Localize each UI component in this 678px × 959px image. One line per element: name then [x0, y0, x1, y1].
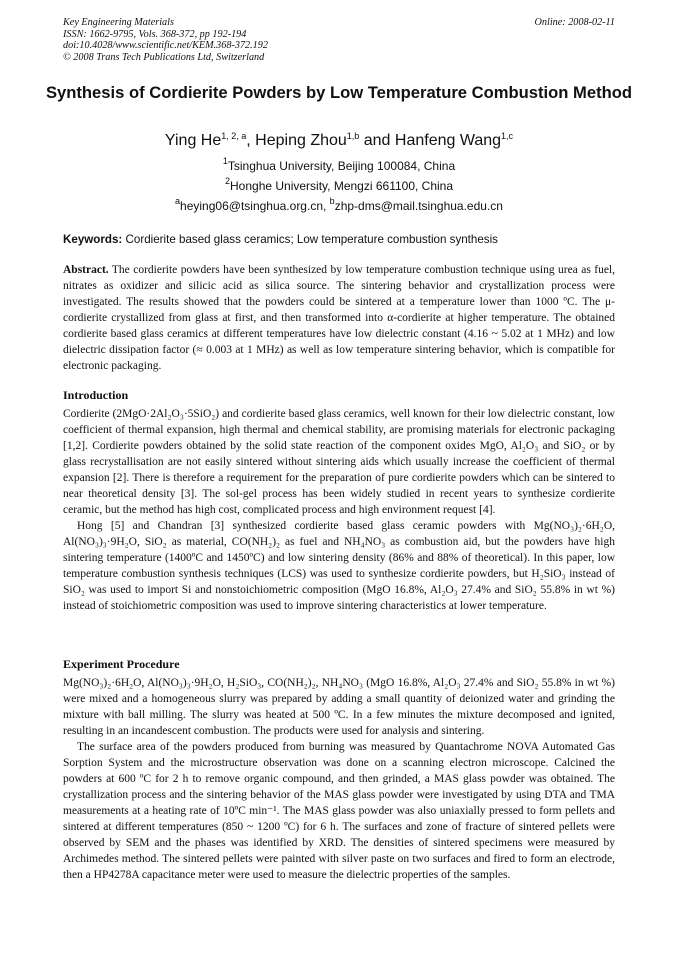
author-separator: and	[359, 132, 395, 149]
email-address: zhp-dms@mail.tsinghua.edu.cn	[334, 199, 503, 213]
email-marker: b	[329, 196, 335, 206]
abstract	[63, 262, 615, 374]
section-heading-experiment-procedure: Experiment Procedure	[63, 657, 180, 671]
paragraph: The surface area of the powders produced from burning was measured by Quantachrome NOVA Automated Gas Sorption System and the microstructure observation was done on a scanning electron microscope. Calcined the powders at 600 ºC for 2 h to remove organic compound, and then grinded, a MAS glass powder was obtained. The crystallization process and the sintering behavior of the MAS glass powder were investigated by using DTA and TMA measurements at a heating rate of 10ºC min⁻¹. The MAS glass powder was also uniaxially pressed to form pellets and sintered at different temperatures (850 ~ 1200 ºC) for 6 h. The surfaces and zone of fracture of sintered pellets were observed by SEM and the phases was identified by XRD. The densities of sintered specimens were measured by Archimedes method. The sintered pellets were painted with silver paste on two surfaces and fired to form an electrode, then a HP4278A capacitance meter were used to measure the dielectric properties of the samples.	[63, 741, 615, 881]
keywords-line	[63, 233, 615, 247]
affiliation	[40, 176, 638, 193]
section-body-introduction	[63, 406, 615, 614]
affiliation-text: Honghe University, Mengzi 661100, China	[230, 179, 454, 193]
paragraph: Hong [5] and Chandran [3] synthesized cordierite based glass ceramic powders with Mg(NO₃)₂·6H₂O, Al(NO₃)₃·9H₂O, SiO₂ as material, CO(NH₂)₂ as fuel and NH₄NO₃ as combustion aid, but the powders have high sintering temperature (1400ºC and 1450ºC) and low sintering density (86% and 88% of theoretical). In this paper, low temperature combustion synthesis techniques (LCS) was used to synthesize cordierite powders, but H₂SiO₃ instead of SiO₂ was used to import Si and nonstoichiometric composition (MgO 16.8%, Al₂O₃ 27.4% and SiO₂ 55.8% in wt %) instead of stoichiometric composition was used to improve sintering characteristics at lower temperature.	[63, 520, 615, 612]
email-address: heying06@tsinghua.org.cn,	[180, 199, 327, 213]
affiliation-marker: 1	[222, 156, 228, 166]
doi-line: doi:10.4028/www.scientific.net/KEM.368-372.192	[63, 40, 268, 52]
author-name: Hanfeng Wang	[394, 132, 502, 149]
keywords-text: Cordierite based glass ceramics; Low temperature combustion synthesis	[125, 233, 498, 246]
email-line	[40, 196, 638, 213]
author-affiliation-marker: 1,b	[346, 131, 360, 141]
online-date: Online: 2008-02-11	[534, 17, 615, 28]
author-list	[40, 131, 638, 151]
author-separator: ,	[246, 132, 256, 149]
affiliation-marker: 2	[224, 176, 230, 186]
abstract-text: The cordierite powders have been synthesized by low temperature combustion technique using urea as fuel, nitrates as oxidizer and silicic acid as silica source. The sintering behavior and crystallization process were investigated. The results showed that the powders could be sintered at a temperature lower than 1000 ºC. The μ-cordierite crystallized from glass at first, and then transformed into α-cordierite at higher temperature. The obtained cordierite based glass ceramics at different temperatures have low dielectric constant (4.16 ~ 5.02 at 1 MHz) and low dielectric dissipation factor (≈ 0.003 at 1 MHz) as well as low temperature sintering behavior, which is compatible for electronic packaging.	[63, 264, 616, 372]
journal-header	[63, 17, 615, 63]
section-body-experiment-procedure	[63, 675, 615, 883]
author-name: Ying He	[164, 132, 222, 149]
journal-name: Key Engineering Materials	[63, 17, 174, 28]
author-affiliation-marker: 1,c	[501, 131, 514, 141]
paragraph: Mg(NO₃)₂·6H₂O, Al(NO₃)₃·9H₂O, H₂SiO₃, CO(NH₂)₂, NH₄NO₃ (MgO 16.8%, Al₂O₃ 27.4% and SiO₂ 55.8% in wt %) were mixed and a homogeneous slurry was prepared by adding a small quantity of deionized water and grinding the mixture with ball milling. The slurry was heated at 500 ºC. In a few minutes the mixture decomposed and ignited, resulting in an incandescent combustion. The products were used for analysis and sintering.	[63, 677, 615, 737]
email-marker: a	[175, 196, 181, 206]
keywords-label: Keywords:	[63, 233, 123, 246]
paper-title: Synthesis of Cordierite Powders by Low Temperature Combustion Method	[45, 83, 633, 102]
author-name: Heping Zhou	[255, 132, 347, 149]
copyright-line: © 2008 Trans Tech Publications Ltd, Switzerland	[63, 51, 265, 63]
paragraph: Cordierite (2MgO·2Al₂O₃·5SiO₂) and cordierite based glass ceramics, well known for their low dielectric constant, low coefficient of thermal expansion, high thermal and chemical stability, are promising materials for electronic packaging [1,2]. Cordierite powders obtained by the solid state reaction of the component oxides MgO, Al₂O₃ and SiO₂ or by glass recrystallisation are not easily sintered without sintering aids which usually increase the coefficient of thermal expansion [2]. There is therefore a requirement for the preparation of pure cordierite powders which can be sintered to near theoretical density [3]. The sol-gel process has been widely studied in recent years to synthesize cordierite ceramic, but the method has high cost, complicated process and high environment request [4].	[63, 408, 615, 516]
section-heading-introduction: Introduction	[63, 388, 129, 402]
author-affiliation-marker: 1, 2, a	[221, 131, 247, 141]
issn-line: ISSN: 1662-9795, Vols. 368-372, pp 192-194	[63, 28, 247, 40]
abstract-label: Abstract.	[63, 264, 109, 276]
affiliation	[40, 156, 638, 173]
affiliation-text: Tsinghua University, Beijing 100084, China	[227, 159, 456, 173]
